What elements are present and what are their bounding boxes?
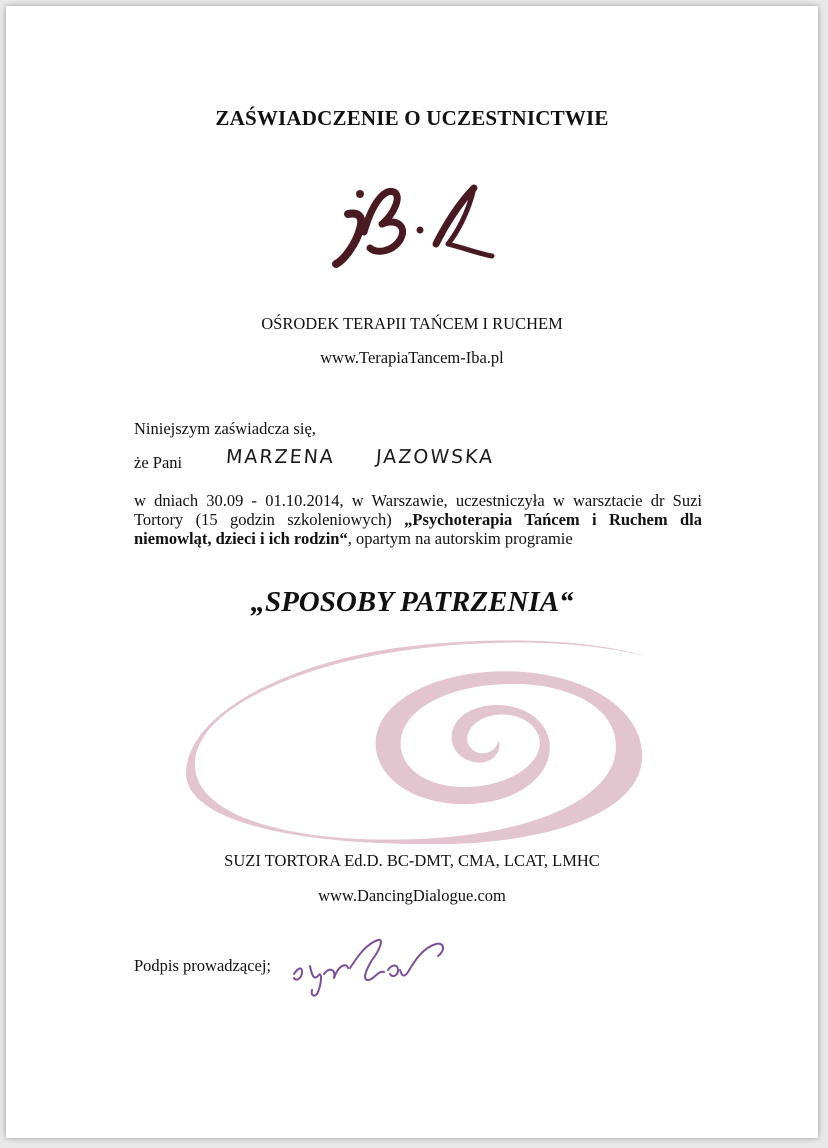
intro-text: Niniejszym zaświadcza się, bbox=[134, 419, 316, 438]
instructor-url: www.DancingDialogue.com bbox=[318, 886, 506, 905]
participant-last-name: JAZOWSKA bbox=[375, 446, 495, 468]
paragraph-part-1: w dniach 30.09 - 01.10.2014, w Warszawie, uczestniczyła w warsztacie dr Suzi Tortory (15 godzin szkoleniowych) bbox=[134, 491, 702, 529]
program-name: „SPOSOBY PATRZENIA“ bbox=[250, 586, 574, 618]
certificate-title: ZAŚWIADCZENIE O UCZESTNICTWIE bbox=[215, 106, 609, 130]
paragraph-part-2: , opartym na autorskim programie bbox=[347, 529, 573, 548]
iba-logo-icon bbox=[328, 174, 498, 269]
handwritten-signature-icon bbox=[288, 926, 448, 1001]
certificate-paragraph bbox=[134, 491, 702, 548]
workshop-title: „Psychoterapia Tańcem i Ruchem dla niemowląt, dzieci i ich rodzin“ bbox=[134, 510, 703, 548]
organization-url: www.TerapiaTancem-Iba.pl bbox=[320, 348, 504, 367]
organization-name: OŚRODEK TERAPII TAŃCEM I RUCHEM bbox=[261, 314, 563, 333]
instructor-name: SUZI TORTORA Ed.D. BC-DMT, CMA, LCAT, LMHC bbox=[224, 851, 600, 870]
certificate-page bbox=[6, 6, 818, 1138]
signature-label: Podpis prowadzącej; bbox=[134, 956, 272, 975]
spiral-watermark-icon bbox=[186, 634, 646, 844]
participant-first-name: MARZENA bbox=[225, 446, 336, 468]
pani-label: że Pani bbox=[134, 453, 183, 472]
